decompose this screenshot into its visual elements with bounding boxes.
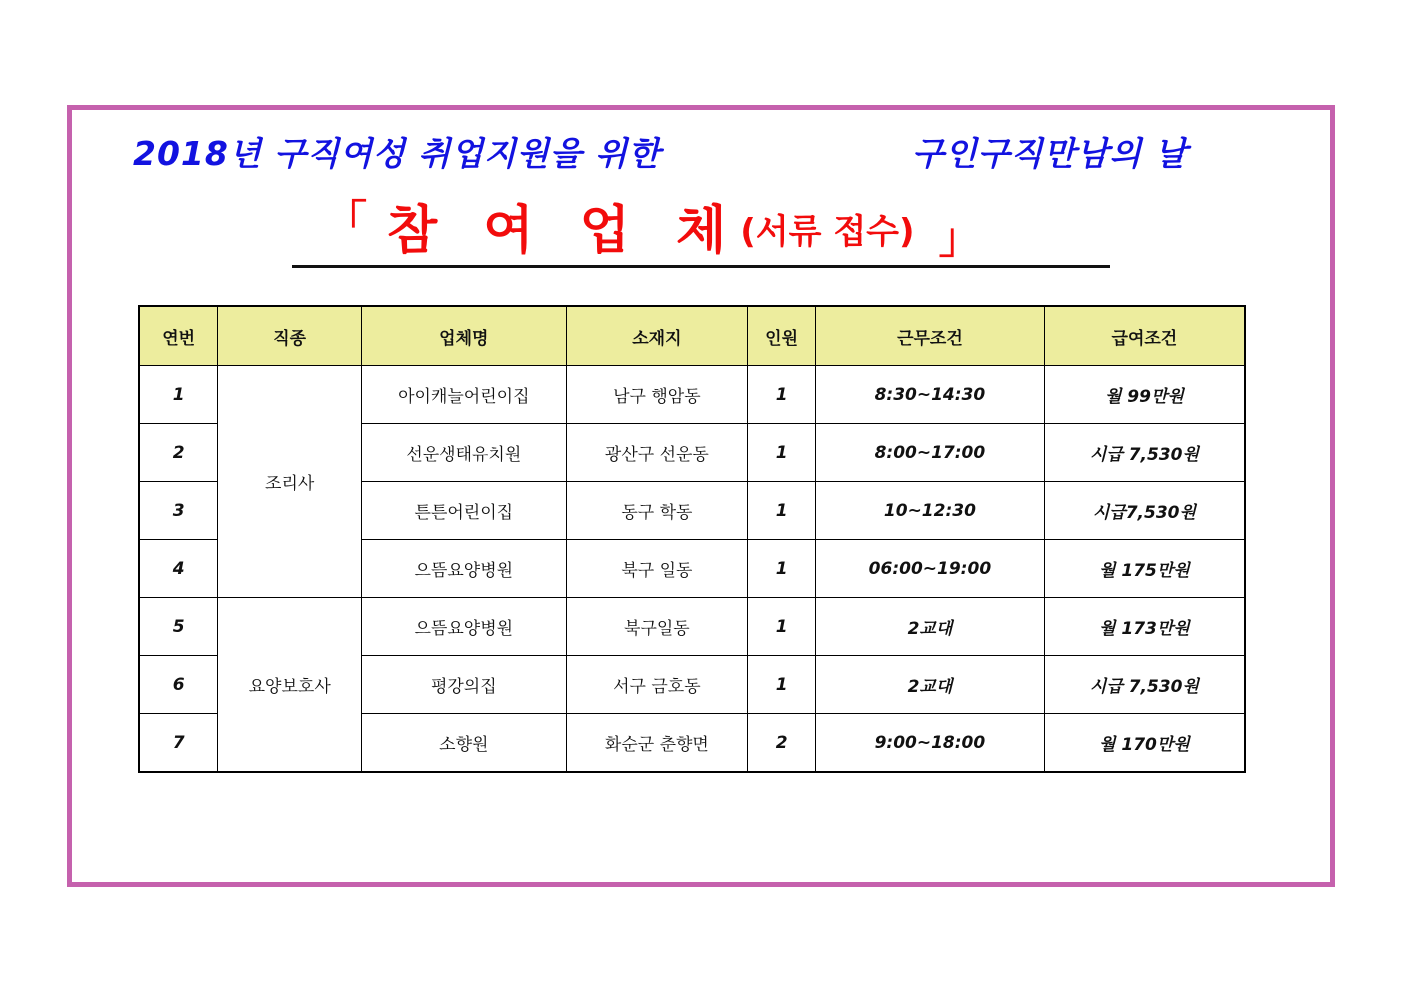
job-table [138, 305, 1246, 773]
row-count: 1 [748, 482, 816, 540]
table-row [139, 366, 1245, 424]
row-hours: 9:00~18:00 [816, 714, 1045, 773]
row-location: 북구 일동 [566, 540, 748, 598]
row-no: 6 [139, 656, 218, 714]
headline-main: 참 여 업 체 [387, 201, 741, 261]
headline-sub: (서류 접수) [740, 212, 915, 252]
header-no: 연번 [139, 306, 218, 366]
row-pay: 시급 7,530원 [1044, 424, 1245, 482]
row-no: 7 [139, 714, 218, 773]
title-event-name: 구인구직만남의 날 [912, 134, 1188, 173]
row-hours: 8:00~17:00 [816, 424, 1045, 482]
row-count: 1 [748, 540, 816, 598]
header-count: 인원 [748, 306, 816, 366]
row-no: 5 [139, 598, 218, 656]
header-pay: 급여조건 [1044, 306, 1245, 366]
row-location: 동구 학동 [566, 482, 748, 540]
row-location: 화순군 춘향면 [566, 714, 748, 773]
header-hours: 근무조건 [816, 306, 1045, 366]
row-hours: 06:00~19:00 [816, 540, 1045, 598]
header-location: 소재지 [566, 306, 748, 366]
row-count: 1 [748, 424, 816, 482]
row-location: 서구 금호동 [566, 656, 748, 714]
row-pay: 월 175만원 [1044, 540, 1245, 598]
table-header-row [139, 306, 1245, 366]
row-pay: 월 173만원 [1044, 598, 1245, 656]
row-location: 남구 행암동 [566, 366, 748, 424]
row-company: 선운생태유치원 [362, 424, 567, 482]
row-hours: 2교대 [816, 598, 1045, 656]
row-company: 소향원 [362, 714, 567, 773]
headline-underline [292, 265, 1110, 268]
job-category: 요양보호사 [218, 598, 362, 773]
row-company: 아이캐늘어린이집 [362, 366, 567, 424]
row-no: 2 [139, 424, 218, 482]
row-no: 4 [139, 540, 218, 598]
row-pay: 월 99만원 [1044, 366, 1245, 424]
row-location: 북구일동 [566, 598, 748, 656]
row-no: 3 [139, 482, 218, 540]
row-hours: 8:30~14:30 [816, 366, 1045, 424]
row-company: 으뜸요양병원 [362, 540, 567, 598]
row-no: 1 [139, 366, 218, 424]
row-count: 2 [748, 714, 816, 773]
row-hours: 2교대 [816, 656, 1045, 714]
header-company: 업체명 [362, 306, 567, 366]
row-location: 광산구 선운동 [566, 424, 748, 482]
row-hours: 10~12:30 [816, 482, 1045, 540]
header-job: 직종 [218, 306, 362, 366]
headline [325, 188, 981, 263]
row-company: 평강의집 [362, 656, 567, 714]
title-event-purpose: 2018년 구직여성 취업지원을 위한 [133, 134, 661, 173]
job-category: 조리사 [218, 366, 362, 598]
row-pay: 월 170만원 [1044, 714, 1245, 773]
row-pay: 시급7,530원 [1044, 482, 1245, 540]
row-count: 1 [748, 598, 816, 656]
row-pay: 시급 7,530원 [1044, 656, 1245, 714]
row-company: 으뜸요양병원 [362, 598, 567, 656]
headline-close-bracket: 」 [938, 214, 981, 263]
table-row [139, 598, 1245, 656]
row-count: 1 [748, 656, 816, 714]
headline-open-bracket: 「 [325, 196, 368, 245]
row-count: 1 [748, 366, 816, 424]
row-company: 튼튼어린이집 [362, 482, 567, 540]
